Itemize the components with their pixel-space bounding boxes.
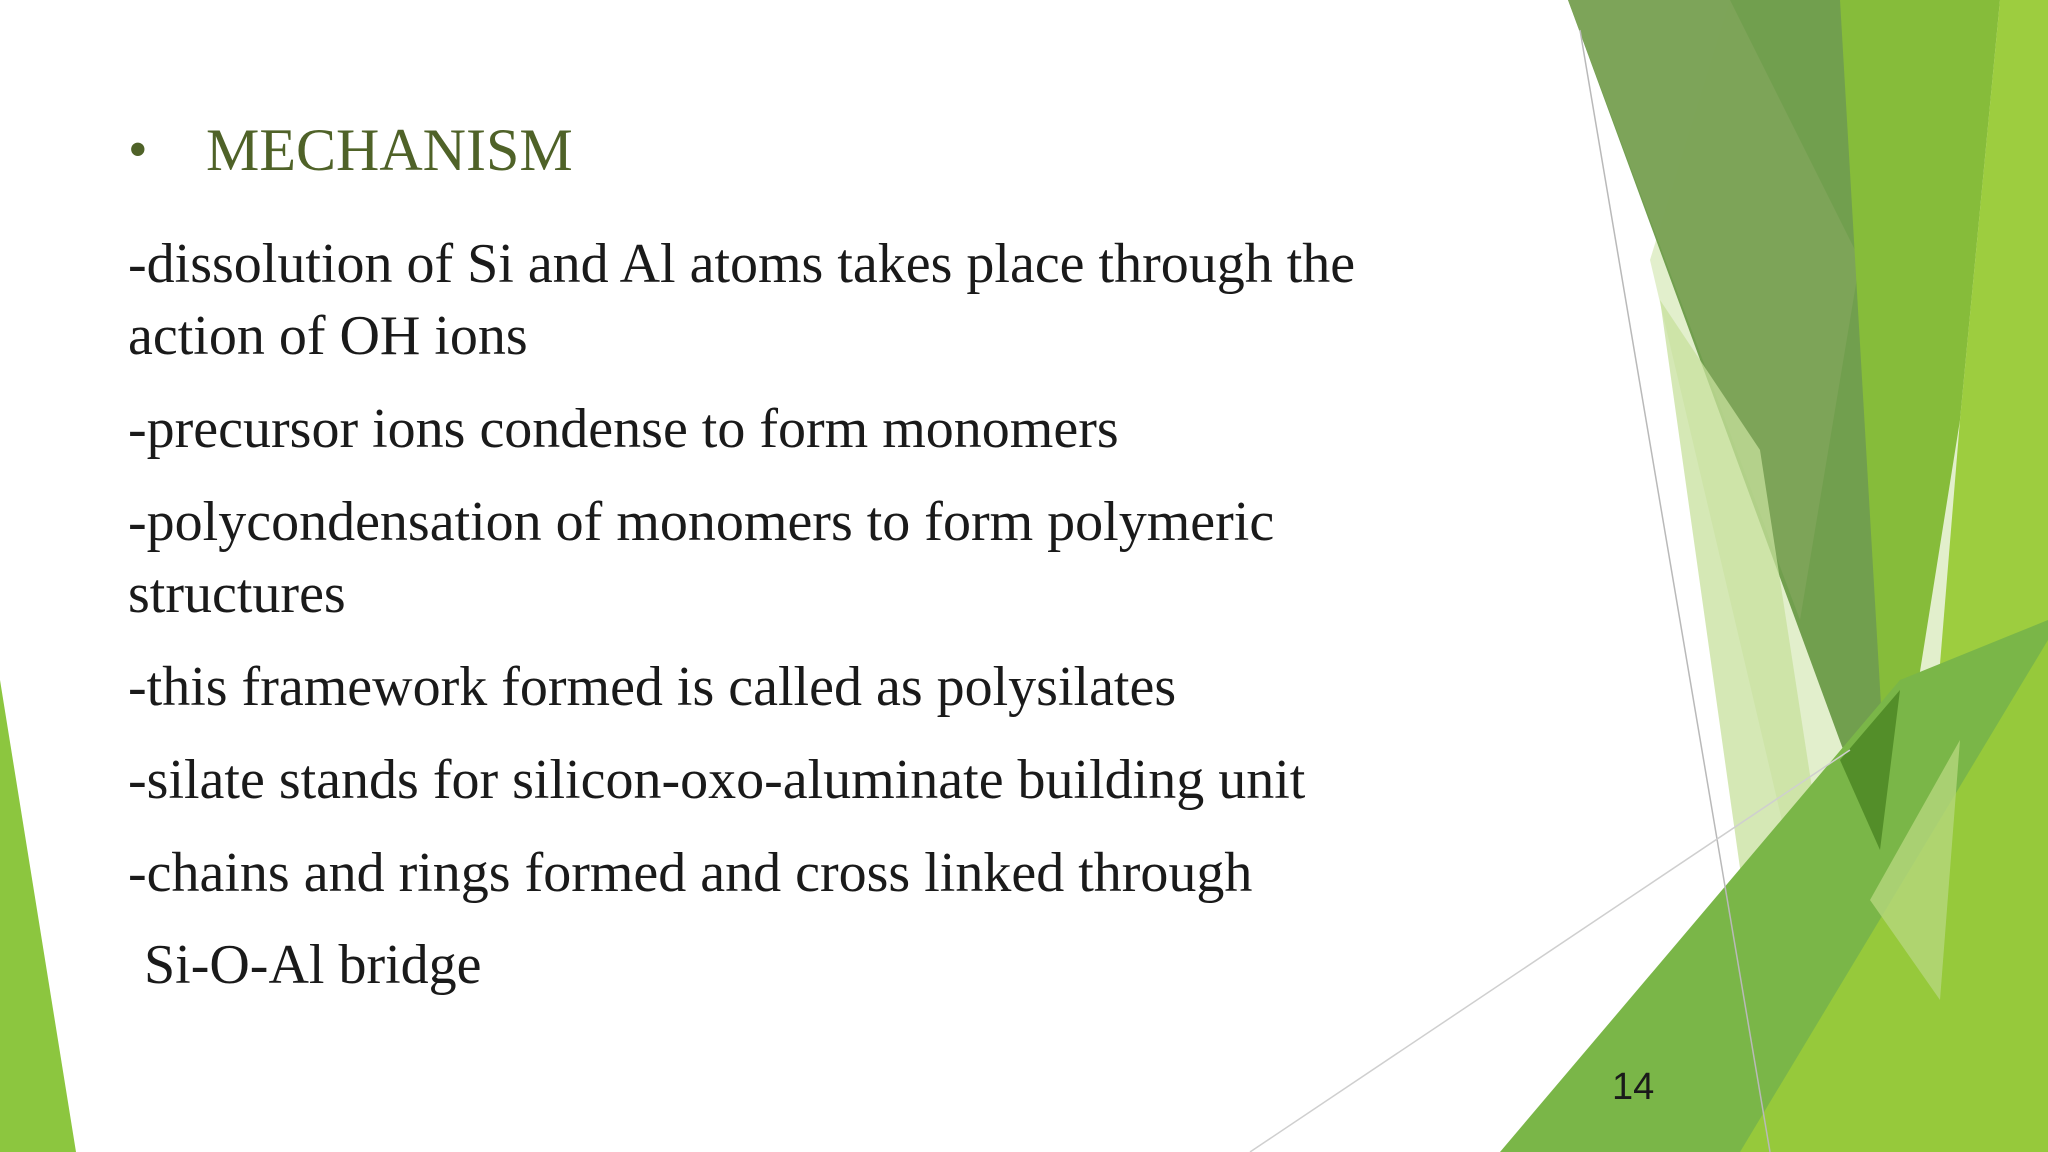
- point-precursor: -precursor ions condense to form monomers: [128, 398, 1119, 460]
- point-framework: -this framework formed is called as polysilates: [128, 656, 1177, 718]
- page-number: 14: [1612, 1066, 1655, 1108]
- left-green-sliver: [0, 680, 76, 1152]
- point-silate: -silate stands for silicon-oxo-aluminate building unit: [128, 749, 1306, 811]
- slide-content: [128, 228, 1468, 1022]
- title-row: [128, 112, 573, 188]
- point-bridge: Si-O-Al bridge: [144, 934, 482, 996]
- point-polycondensation: -polycondensation of monomers to form polymeric structures: [128, 491, 1275, 625]
- title-bullet: •: [128, 119, 148, 181]
- point-dissolution: -dissolution of Si and Al atoms takes place through the action of OH ions: [128, 233, 1356, 367]
- slide-title: MECHANISM: [206, 117, 573, 183]
- point-chains: -chains and rings formed and cross linked through: [128, 842, 1253, 904]
